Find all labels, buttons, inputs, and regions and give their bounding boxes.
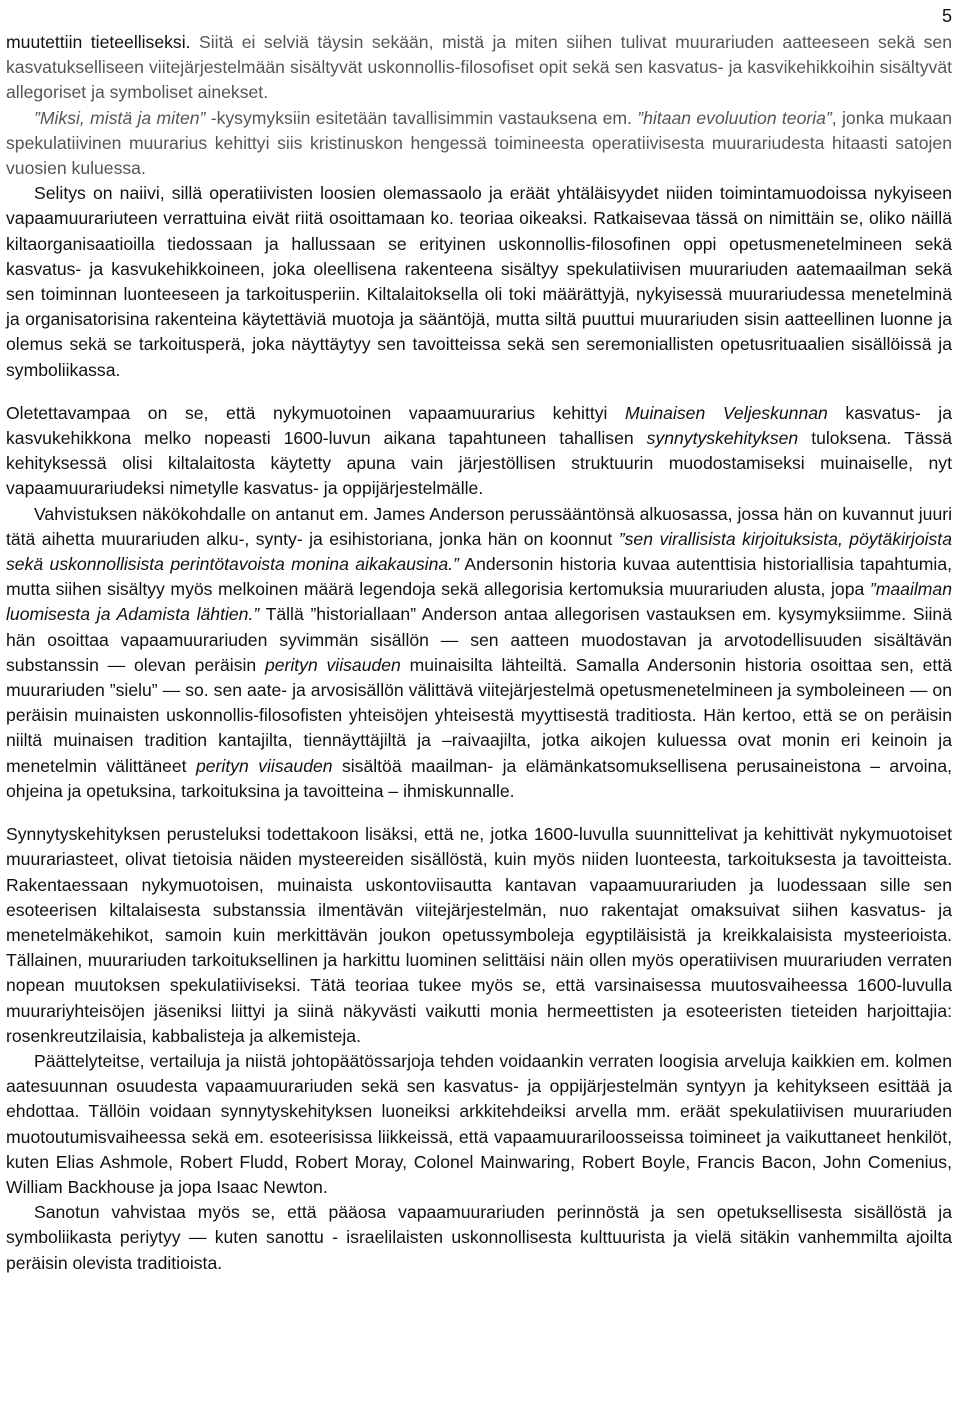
text-run: Selitys on naiivi, sillä operatiivisten loosien olemassaolo ja eräät yhtäläisyydet niiden toimintamuodoissa nykyiseen vapaamuurariuteen verrattuina eivät riitä osoittamaan ko. teoriaa oikeaksi. Ratkaisevaa tässä on nimittäin se, oliko näillä kiltaorganisaatioilla tiedossaan ja hallussaan se erityinen uskonnollis-filosofinen oppi opetusmenetelmineen sekä kasvatus- ja kasvukehikkoineen, joka oleellisena rakenteena sisältyy spekulatiivisen muurariuden aatemaailman sekä sen toiminnan luonteeseen ja tarkoitusperiin. Kiltalaitoksella oli toki määrättyjä, nykyisessä muurariudessa menetelminä ja organisatorisina rakenteina käytettäviä muotoja ja sääntöjä, mutta siltä puuttui muurariuden sisin aatteellinen luonne ja olemus sekä se tarkoitusperä, joka näyttäytyy sen tavoitteissa sekä sen seremoniallisten opetusrituaalien sisällöissä ja symboliikassa. (6, 183, 952, 380)
text-run: Tällä ”historiallaan” Anderson antaa allegorisen vastauksen em. kysymyksiimme. Siinä hän osoittaa vapaamuurariuden syvimmän sisällön — sen aatteen muodostavan ja arvotodellisuuden sisältävän substanssin — olevan peräisin (6, 604, 952, 675)
paragraph (6, 30, 952, 106)
text-run: Oletettavampaa on se, että nykymuotoinen vapaamuurarius kehittyi (6, 402, 626, 423)
text-run: kasvatus- ja kasvukehikkona melko nopeasti 1600-luvun aikana tapahtuneen tahallisen (6, 402, 952, 449)
paragraph (6, 1200, 952, 1276)
document-body (6, 30, 952, 1276)
text-run: Vahvistuksen näkökohdalle on antanut em. James Anderson perussääntönsä alkuosassa, jossa hän on kuvannut juuri tätä aihetta muurariuden alku-, synty- ja esihistoriana, jonka hän on koonnut (6, 503, 952, 549)
text-run: ”maailman luomisesta ja Adamista lähtien.” (6, 579, 952, 625)
text-run: Sanotun vahvistaa myös se, että pääosa vapaamuurariuden perinnöstä ja sen opetuksellisesta sisällöstä ja symboliikasta periytyy — kuten sanottu - israelilaisten uskonnollisesta kulttuurista ja vielä sitäkin vanhemmilta ajoilta peräisin olevista traditioista. (6, 1202, 952, 1273)
text-run: Andersonin historia kuvaa autenttisia historiallisia tapahtumia, mutta siihen sisältyy myös melkoinen määrä legendoja sekä allegorisia kertomuksia muurariuden alusta, jopa (6, 554, 952, 600)
text-run: ”Miksi, mistä ja miten” (34, 107, 206, 128)
text-run: muinaisilta lähteiltä. Samalla Andersonin historia osoittaa sen, että muurariuden ”sielu” — so. sen aate- ja arvosisällön välittävä viitejärjestelmä opetusmenetelmineen ja symboleineen — on peräisin muinaisten uskonnollis-filosofisten yhteisöjen yhteisestä myyttisestä traditiosta. Hän kertoo, että se on peräisin niiltä muinaisen tradition kantajilta, tiennäyttäjiltä ja –raivaajilta, jotka aikojen kuluessa ovat monin eri keinoin ja menetelmin välittäneet (6, 654, 952, 776)
paragraph (6, 181, 952, 383)
page-number: 5 (941, 6, 952, 26)
text-run: , jonka mukaan spekulatiivinen muurarius kehittyi siis kristinuskon hengessä toimineesta operatiivisesta muurariudesta hitaasti satojen vuosien kuluessa. (6, 107, 952, 179)
paragraph (6, 401, 952, 502)
text-run: -kysymyksiin esitetään tavallisimmin vastauksena em. (205, 107, 638, 128)
paragraph (6, 502, 952, 804)
paragraph (6, 822, 952, 1049)
text-run: Päättelyteitse, vertailuja ja niistä johtopäätössarjoja tehden voidaankin verraten loogisia arveluja kaikkien em. kolmen aatesuunnan osuudesta vapaamuurariuden sekä sen kasvatus- ja oppijärjestelmän syntyyn ja kehitykseen esittää ja ehdottaa. Tällöin voidaan synnytyskehityksen luoneiksi arkkitehdeiksi arvella mm. eräät spekulatiivisen muurariuden muotoutumisvaiheessa sekä em. esoteerisissa liikkeissä, että vapaamuurariloosseissa toimineet ja vaikuttaneet henkilöt, kuten Elias Ashmole, Robert Fludd, Robert Moray, Colonel Mainwaring, Robert Boyle, Francis Bacon, John Comenius, William Backhouse ja jopa Isaac Newton. (6, 1050, 952, 1197)
paragraph (6, 106, 952, 182)
paragraph (6, 1049, 952, 1200)
text-run: synnytyskehityksen (646, 428, 799, 449)
text-run: perityn viisauden (195, 755, 333, 776)
text-run: ”hitaan evoluution teoria” (637, 107, 832, 128)
text-run: ”sen virallisista kirjoituksista, pöytäkirjoista sekä uskonnollisista perintötavoista monina aikakausina.” (6, 528, 952, 575)
text-run: muutettiin tieteelliseksi. (6, 32, 200, 52)
text-run: Synnytyskehityksen perusteluksi todettakoon lisäksi, että ne, jotka 1600-luvulla suunnittelivat ja kehittivät nykymuotoiset muurariasteet, olivat tietoisia näiden mysteereiden sisällöstä, kuin myös niiden luonteesta, tarkoituksesta ja tavoitteista. Rakentaessaan nykymuotoisen, muinaista uskontoviisautta kantavan vapaamuurariuden ja luodessaan sille sen esoteerisen kiltalaisesta substanssia ilmentävän viitejärjestelmän, nuo rakentajat omaksuivat siihen kasvatus- ja menetelmäkehikot, samoin kuin merkittävän joukon opetussymboleja egyptiläisistä ja kreikkalaisista mysteerioista. Tällainen, muurariuden tarkoituksellinen ja harkittu luominen selittäisi näin ollen myös operatiivisen muurariuden verraten nopean muutoksen spekulatiiviseksi. Tätä teoriaa tukee myös se, että varsinaisessa muutosvaiheessa 1600-luvulla muurariyhteisöjen jäseniksi liittyi ja siinä näkyvästi vaikutti monia hermeettisten ja esoteeristen tieteiden harjoittajia: rosenkreutzilaisia, kabbalisteja ja alkemisteja. (6, 824, 952, 1046)
text-run: tuloksena. Tässä kehityksessä olisi kiltalaitosta käytetty apuna vain järjestöllisen struktuurin muodostamiseksi muinaiselle, nyt vapaamuurariudeksi nimetylle kasvatus- ja oppijärjestelmälle. (6, 428, 952, 499)
text-run: Muinaisen Veljeskunnan (625, 402, 828, 423)
text-run: Siitä ei selviä täysin sekään, mistä ja miten siihen tulivat muurariuden aatteeseen sekä sen kasvatukselliseen viitejärjestelmään sisältyvät uskonnollis-filosofiset opit sekä sen kasvatus- ja kasvikehikkoihin sisältyvät allegoriset ja symboliset ainekset. (6, 32, 953, 103)
text-run: perityn viisauden (264, 654, 401, 675)
text-run: sisältöä maailman- ja elämänkatsomuksellisena perusaineistona – arvoina, ohjeina ja opetuksina, tarkoituksina ja tavoitteina – ihmiskunnalle. (6, 755, 952, 801)
